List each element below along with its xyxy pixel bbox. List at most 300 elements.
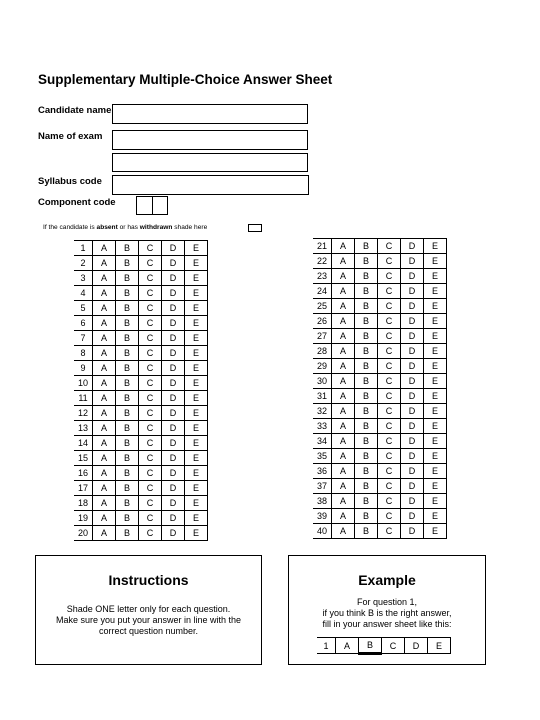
question-number: 29 xyxy=(313,359,332,374)
absent-withdrawn-checkbox[interactable] xyxy=(248,224,262,232)
answer-option-a[interactable]: A xyxy=(332,449,355,464)
question-number: 12 xyxy=(74,406,93,421)
answer-option-e[interactable]: E xyxy=(424,464,447,479)
answer-option-d[interactable]: D xyxy=(162,256,185,271)
question-row xyxy=(313,269,447,284)
answer-option-c[interactable]: C xyxy=(378,254,401,269)
answer-option-b[interactable]: B xyxy=(355,239,378,254)
answer-option-b[interactable]: B xyxy=(116,271,139,286)
answer-option-c[interactable]: C xyxy=(378,479,401,494)
answer-option-e[interactable]: E xyxy=(424,479,447,494)
answer-option-b[interactable]: B xyxy=(116,331,139,346)
answer-option-c[interactable]: C xyxy=(378,434,401,449)
answer-option-b[interactable]: B xyxy=(116,481,139,496)
question-row xyxy=(74,526,208,541)
answer-option-c[interactable]: C xyxy=(378,314,401,329)
answer-option-b[interactable]: B xyxy=(116,421,139,436)
answer-option-a[interactable]: A xyxy=(332,299,355,314)
answer-option-a[interactable]: A xyxy=(332,269,355,284)
question-row xyxy=(74,331,208,346)
candidate-name-label: Candidate name xyxy=(38,105,112,116)
answer-option-d[interactable]: D xyxy=(401,359,424,374)
answer-option-e[interactable]: E xyxy=(424,299,447,314)
question-row xyxy=(74,421,208,436)
question-number: 11 xyxy=(74,391,93,406)
answer-option-e[interactable]: E xyxy=(185,286,208,301)
answer-option-b[interactable]: B xyxy=(355,359,378,374)
answer-option-e[interactable]: E xyxy=(185,331,208,346)
answer-option-a[interactable]: A xyxy=(332,464,355,479)
answer-option-b[interactable]: B xyxy=(355,479,378,494)
component-code-field[interactable] xyxy=(136,196,168,215)
answer-option-a[interactable]: A xyxy=(332,479,355,494)
answer-option-c[interactable]: C xyxy=(139,256,162,271)
question-row xyxy=(313,359,447,374)
answer-option-a[interactable]: A xyxy=(93,241,116,256)
answer-option-c[interactable]: C xyxy=(378,329,401,344)
answer-option-d[interactable]: D xyxy=(401,374,424,389)
answer-option-b[interactable]: B xyxy=(355,284,378,299)
example-title: Example xyxy=(358,572,416,588)
answer-option-e[interactable]: E xyxy=(424,254,447,269)
answer-option-d[interactable]: D xyxy=(162,436,185,451)
answer-option-c[interactable]: C xyxy=(382,638,405,654)
answer-option-d[interactable]: D xyxy=(401,269,424,284)
answer-option-c[interactable]: C xyxy=(139,376,162,391)
answer-option-c[interactable]: C xyxy=(378,344,401,359)
answer-option-c[interactable]: C xyxy=(139,436,162,451)
answer-option-b[interactable]: B xyxy=(355,419,378,434)
component-code-label: Component code xyxy=(38,197,116,208)
answer-option-d[interactable]: D xyxy=(162,241,185,256)
answer-option-e[interactable]: E xyxy=(424,359,447,374)
answer-option-c[interactable]: C xyxy=(378,269,401,284)
answer-option-b[interactable]: B xyxy=(355,494,378,509)
question-row xyxy=(313,329,447,344)
question-number: 22 xyxy=(313,254,332,269)
question-number: 30 xyxy=(313,374,332,389)
answer-option-c[interactable]: C xyxy=(139,481,162,496)
answer-option-d[interactable]: D xyxy=(401,314,424,329)
answer-option-b[interactable]: B xyxy=(116,346,139,361)
question-number: 24 xyxy=(313,284,332,299)
question-number: 19 xyxy=(74,511,93,526)
exam-name-field[interactable] xyxy=(112,130,308,150)
answer-option-c[interactable]: C xyxy=(378,299,401,314)
answer-option-e[interactable]: E xyxy=(185,316,208,331)
answer-option-b[interactable]: B xyxy=(116,511,139,526)
answer-option-e[interactable]: E xyxy=(185,391,208,406)
answer-option-d[interactable]: D xyxy=(162,301,185,316)
answer-option-e[interactable]: E xyxy=(424,509,447,524)
question-number: 32 xyxy=(313,404,332,419)
answer-option-e[interactable]: E xyxy=(185,436,208,451)
question-row xyxy=(313,299,447,314)
answer-option-d[interactable]: D xyxy=(162,466,185,481)
answer-option-d[interactable]: D xyxy=(162,511,185,526)
answer-option-b[interactable]: B xyxy=(355,464,378,479)
answer-option-b[interactable]: B xyxy=(355,299,378,314)
answer-option-c[interactable]: C xyxy=(139,316,162,331)
answer-option-c[interactable]: C xyxy=(378,239,401,254)
answer-option-a[interactable]: A xyxy=(332,494,355,509)
question-row xyxy=(313,314,447,329)
answer-option-c[interactable]: C xyxy=(139,301,162,316)
question-row xyxy=(74,496,208,511)
answer-option-d[interactable]: D xyxy=(162,271,185,286)
answer-option-e[interactable]: E xyxy=(424,344,447,359)
answer-option-e[interactable]: E xyxy=(185,241,208,256)
answer-option-a[interactable]: A xyxy=(93,361,116,376)
answer-option-d[interactable]: D xyxy=(401,239,424,254)
answer-option-c[interactable]: C xyxy=(139,286,162,301)
answer-option-c[interactable]: C xyxy=(378,359,401,374)
answer-option-e[interactable]: E xyxy=(424,239,447,254)
answer-option-d[interactable]: D xyxy=(162,526,185,541)
answer-option-d[interactable]: D xyxy=(162,451,185,466)
answer-option-b[interactable]: B xyxy=(116,526,139,541)
question-row xyxy=(74,271,208,286)
answer-option-a[interactable]: A xyxy=(332,404,355,419)
answer-option-c[interactable]: C xyxy=(139,331,162,346)
question-row xyxy=(313,344,447,359)
answer-option-d[interactable]: D xyxy=(401,404,424,419)
question-number: 27 xyxy=(313,329,332,344)
answer-option-d[interactable]: D xyxy=(401,419,424,434)
answer-option-e[interactable]: E xyxy=(185,376,208,391)
instructions-line-2: Make sure you put your answer in line with the xyxy=(55,615,242,625)
answer-option-a[interactable]: A xyxy=(332,434,355,449)
answer-option-b[interactable]: B xyxy=(355,329,378,344)
answer-option-b[interactable]: B xyxy=(355,509,378,524)
question-row xyxy=(74,361,208,376)
answer-option-c[interactable]: C xyxy=(378,464,401,479)
answer-option-c[interactable]: C xyxy=(139,271,162,286)
question-row xyxy=(74,511,208,526)
example-answer-row xyxy=(317,637,451,655)
question-number: 13 xyxy=(74,421,93,436)
answer-grid-left xyxy=(74,240,208,541)
answer-option-a[interactable]: A xyxy=(332,359,355,374)
answer-option-d[interactable]: D xyxy=(162,346,185,361)
question-number: 2 xyxy=(74,256,93,271)
instructions-line-1: Shade ONE letter only for each question. xyxy=(66,604,231,614)
answer-option-a[interactable]: A xyxy=(93,406,116,421)
answer-option-d[interactable]: D xyxy=(401,509,424,524)
answer-option-e[interactable]: E xyxy=(424,434,447,449)
answer-option-c[interactable]: C xyxy=(378,524,401,539)
answer-option-d[interactable]: D xyxy=(162,316,185,331)
answer-option-a[interactable]: A xyxy=(93,496,116,511)
answer-option-b[interactable]: B xyxy=(116,361,139,376)
question-row xyxy=(313,479,447,494)
example-line-2: if you think B is the right answer, xyxy=(322,608,452,618)
answer-option-c[interactable]: C xyxy=(139,406,162,421)
answer-option-d[interactable]: D xyxy=(401,434,424,449)
question-row xyxy=(313,389,447,404)
example-question-row xyxy=(317,638,451,654)
answer-option-c[interactable]: C xyxy=(378,374,401,389)
answer-option-c[interactable]: C xyxy=(378,494,401,509)
answer-option-a[interactable]: A xyxy=(332,239,355,254)
answer-option-b[interactable]: B xyxy=(355,314,378,329)
answer-option-d[interactable]: D xyxy=(401,494,424,509)
answer-option-a[interactable]: A xyxy=(332,344,355,359)
answer-option-a[interactable]: A xyxy=(93,466,116,481)
question-row xyxy=(313,254,447,269)
answer-option-b[interactable]: B xyxy=(116,241,139,256)
answer-option-a[interactable]: A xyxy=(332,524,355,539)
answer-option-e[interactable]: E xyxy=(428,638,451,654)
question-row xyxy=(74,301,208,316)
question-row xyxy=(74,481,208,496)
answer-option-d[interactable]: D xyxy=(401,329,424,344)
answer-option-d[interactable]: D xyxy=(162,331,185,346)
answer-option-e[interactable]: E xyxy=(185,481,208,496)
answer-option-c[interactable]: C xyxy=(139,346,162,361)
answer-option-e[interactable]: E xyxy=(424,374,447,389)
answer-option-a[interactable]: A xyxy=(93,421,116,436)
question-row xyxy=(74,376,208,391)
answer-option-a[interactable]: A xyxy=(93,376,116,391)
question-number: 1 xyxy=(317,638,336,654)
answer-option-a[interactable]: A xyxy=(93,391,116,406)
question-row xyxy=(313,524,447,539)
answer-option-e[interactable]: E xyxy=(185,346,208,361)
question-row xyxy=(313,434,447,449)
answer-option-b[interactable]: B xyxy=(116,256,139,271)
answer-option-d[interactable]: D xyxy=(162,376,185,391)
question-row xyxy=(74,406,208,421)
answer-option-a[interactable]: A xyxy=(336,638,359,654)
answer-option-a[interactable]: A xyxy=(93,436,116,451)
question-number: 15 xyxy=(74,451,93,466)
answer-option-e[interactable]: E xyxy=(424,524,447,539)
answer-option-b[interactable]: B xyxy=(116,316,139,331)
question-number: 34 xyxy=(313,434,332,449)
question-number: 40 xyxy=(313,524,332,539)
answer-option-b[interactable]: B xyxy=(116,451,139,466)
answer-option-d[interactable]: D xyxy=(401,284,424,299)
answer-option-d[interactable]: D xyxy=(162,406,185,421)
answer-option-a[interactable]: A xyxy=(93,256,116,271)
question-number: 1 xyxy=(74,241,93,256)
question-number: 36 xyxy=(313,464,332,479)
question-number: 37 xyxy=(313,479,332,494)
answer-option-e[interactable]: E xyxy=(424,449,447,464)
answer-option-e[interactable]: E xyxy=(185,496,208,511)
answer-option-a[interactable]: A xyxy=(93,301,116,316)
answer-option-e[interactable]: E xyxy=(185,361,208,376)
answer-option-d[interactable]: D xyxy=(401,344,424,359)
answer-option-c[interactable]: C xyxy=(139,451,162,466)
answer-option-a[interactable]: A xyxy=(332,254,355,269)
instructions-panel xyxy=(35,555,262,665)
answer-option-c[interactable]: C xyxy=(139,526,162,541)
syllabus-code-field[interactable] xyxy=(112,175,309,195)
answer-option-e[interactable]: E xyxy=(424,269,447,284)
answer-option-a[interactable]: A xyxy=(332,509,355,524)
answer-option-a[interactable]: A xyxy=(332,389,355,404)
answer-option-b[interactable]: B xyxy=(355,344,378,359)
answer-option-c[interactable]: C xyxy=(378,509,401,524)
answer-option-d[interactable]: D xyxy=(162,421,185,436)
answer-option-e[interactable]: E xyxy=(424,329,447,344)
answer-option-c[interactable]: C xyxy=(139,391,162,406)
question-number: 4 xyxy=(74,286,93,301)
answer-option-e[interactable]: E xyxy=(185,451,208,466)
answer-option-d[interactable]: D xyxy=(401,299,424,314)
answer-option-c[interactable]: C xyxy=(139,241,162,256)
answer-option-c[interactable]: C xyxy=(378,419,401,434)
answer-option-a[interactable]: A xyxy=(332,419,355,434)
answer-option-a[interactable]: A xyxy=(332,374,355,389)
answer-grid-right xyxy=(313,238,447,539)
answer-option-a[interactable]: A xyxy=(93,451,116,466)
question-row xyxy=(74,391,208,406)
answer-option-e[interactable]: E xyxy=(185,421,208,436)
answer-option-d[interactable]: D xyxy=(401,389,424,404)
answer-option-d[interactable]: D xyxy=(162,496,185,511)
answer-option-a[interactable]: A xyxy=(93,481,116,496)
answer-option-a[interactable]: A xyxy=(332,284,355,299)
answer-option-b[interactable]: B xyxy=(116,406,139,421)
question-number: 33 xyxy=(313,419,332,434)
answer-option-c[interactable]: C xyxy=(139,421,162,436)
answer-option-b[interactable]: B xyxy=(116,436,139,451)
question-row xyxy=(313,239,447,254)
answer-option-c[interactable]: C xyxy=(139,361,162,376)
question-row xyxy=(74,286,208,301)
question-row xyxy=(313,449,447,464)
question-row xyxy=(313,494,447,509)
answer-option-b[interactable]: B xyxy=(116,286,139,301)
answer-option-e[interactable]: E xyxy=(185,406,208,421)
answer-option-e[interactable]: E xyxy=(424,494,447,509)
example-line-3: fill in your answer sheet like this: xyxy=(322,619,452,629)
question-row xyxy=(74,436,208,451)
question-number: 3 xyxy=(74,271,93,286)
answer-option-c[interactable]: C xyxy=(139,511,162,526)
answer-option-a[interactable]: A xyxy=(93,331,116,346)
answer-option-b[interactable]: B xyxy=(355,404,378,419)
answer-option-d[interactable]: D xyxy=(401,464,424,479)
answer-option-d[interactable]: D xyxy=(405,638,428,654)
question-number: 10 xyxy=(74,376,93,391)
answer-option-a[interactable]: A xyxy=(93,286,116,301)
instructions-title: Instructions xyxy=(108,572,189,588)
question-row xyxy=(74,346,208,361)
answer-option-e[interactable]: E xyxy=(185,511,208,526)
answer-option-b[interactable]: B xyxy=(355,389,378,404)
answer-option-a[interactable]: A xyxy=(93,346,116,361)
answer-option-e[interactable]: E xyxy=(424,314,447,329)
answer-option-d[interactable]: D xyxy=(162,391,185,406)
answer-option-e[interactable]: E xyxy=(185,301,208,316)
answer-option-c[interactable]: C xyxy=(378,389,401,404)
answer-option-b[interactable]: B xyxy=(116,301,139,316)
answer-option-a[interactable]: A xyxy=(93,271,116,286)
question-number: 39 xyxy=(313,509,332,524)
answer-option-b[interactable]: B xyxy=(355,254,378,269)
answer-option-b[interactable]: B xyxy=(359,638,382,654)
answer-option-a[interactable]: A xyxy=(332,314,355,329)
answer-option-c[interactable]: C xyxy=(378,284,401,299)
answer-option-e[interactable]: E xyxy=(185,526,208,541)
question-number: 8 xyxy=(74,346,93,361)
answer-option-b[interactable]: B xyxy=(355,374,378,389)
answer-option-a[interactable]: A xyxy=(93,316,116,331)
answer-option-b[interactable]: B xyxy=(355,269,378,284)
answer-option-d[interactable]: D xyxy=(162,481,185,496)
question-number: 17 xyxy=(74,481,93,496)
answer-option-e[interactable]: E xyxy=(185,256,208,271)
question-row xyxy=(313,284,447,299)
answer-option-c[interactable]: C xyxy=(378,449,401,464)
question-row xyxy=(313,419,447,434)
answer-option-c[interactable]: C xyxy=(139,466,162,481)
question-number: 38 xyxy=(313,494,332,509)
answer-option-c[interactable]: C xyxy=(378,404,401,419)
answer-option-e[interactable]: E xyxy=(424,389,447,404)
answer-option-d[interactable]: D xyxy=(162,361,185,376)
answer-option-b[interactable]: B xyxy=(355,449,378,464)
question-row xyxy=(313,374,447,389)
question-row xyxy=(74,316,208,331)
withdrawn-note: If the candidate is absent or has withdrawn shade here xyxy=(43,224,208,231)
answer-option-b[interactable]: B xyxy=(116,391,139,406)
answer-option-c[interactable]: C xyxy=(139,496,162,511)
question-row xyxy=(313,404,447,419)
question-number: 16 xyxy=(74,466,93,481)
answer-option-b[interactable]: B xyxy=(116,466,139,481)
answer-option-d[interactable]: D xyxy=(401,449,424,464)
answer-option-d[interactable]: D xyxy=(401,479,424,494)
answer-option-a[interactable]: A xyxy=(93,526,116,541)
question-number: 6 xyxy=(74,316,93,331)
answer-option-e[interactable]: E xyxy=(185,466,208,481)
answer-option-b[interactable]: B xyxy=(355,434,378,449)
question-number: 14 xyxy=(74,436,93,451)
example-line-1: For question 1, xyxy=(356,597,418,607)
answer-option-d[interactable]: D xyxy=(162,286,185,301)
answer-option-e[interactable]: E xyxy=(185,271,208,286)
question-number: 26 xyxy=(313,314,332,329)
syllabus-code-label: Syllabus code xyxy=(38,176,102,187)
answer-option-b[interactable]: B xyxy=(116,376,139,391)
answer-option-e[interactable]: E xyxy=(424,419,447,434)
exam-name-field-line2[interactable] xyxy=(112,153,308,172)
answer-option-b[interactable]: B xyxy=(116,496,139,511)
question-number: 31 xyxy=(313,389,332,404)
question-row xyxy=(313,464,447,479)
question-number: 7 xyxy=(74,331,93,346)
answer-option-e[interactable]: E xyxy=(424,284,447,299)
question-row xyxy=(74,466,208,481)
question-number: 35 xyxy=(313,449,332,464)
answer-option-e[interactable]: E xyxy=(424,404,447,419)
question-number: 23 xyxy=(313,269,332,284)
question-number: 21 xyxy=(313,239,332,254)
answer-option-b[interactable]: B xyxy=(355,524,378,539)
answer-option-d[interactable]: D xyxy=(401,254,424,269)
question-number: 28 xyxy=(313,344,332,359)
candidate-name-field[interactable] xyxy=(112,104,308,124)
answer-option-a[interactable]: A xyxy=(93,511,116,526)
instructions-line-3: correct question number. xyxy=(98,626,199,636)
answer-option-a[interactable]: A xyxy=(332,329,355,344)
answer-option-d[interactable]: D xyxy=(401,524,424,539)
